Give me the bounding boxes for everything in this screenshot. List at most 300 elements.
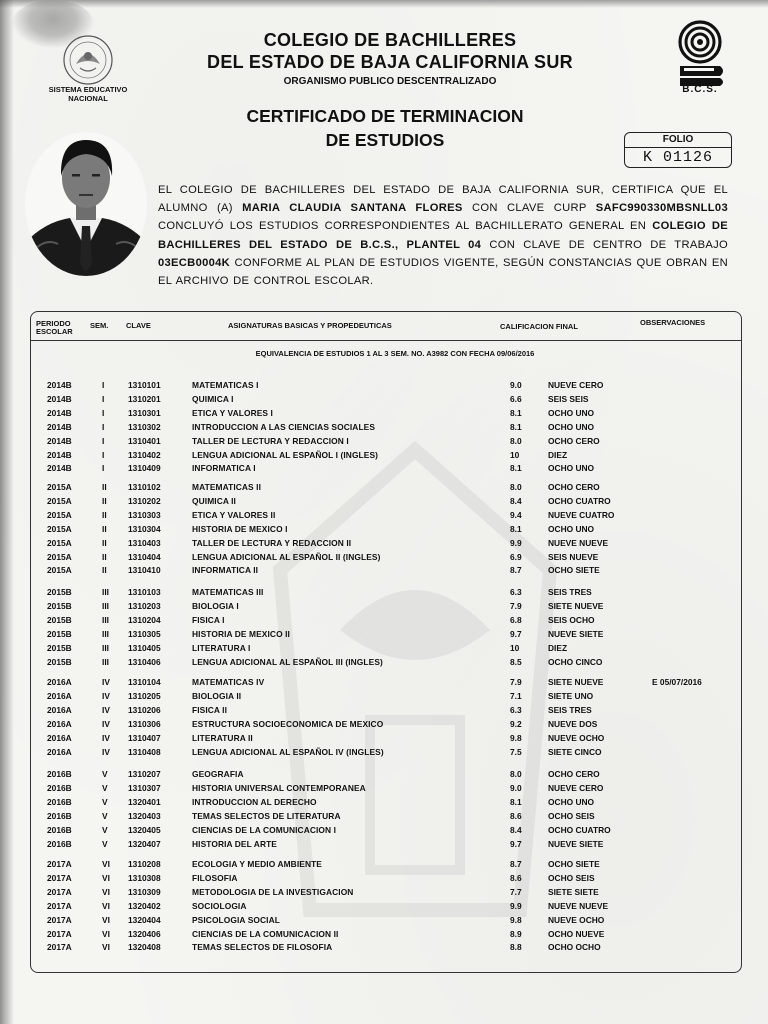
cell-periodo: 2017A	[47, 900, 72, 911]
cell-asignatura: ESTRUCTURA SOCIOECONOMICA DE MEXICO	[192, 718, 384, 729]
cell-semestre: V	[102, 810, 108, 821]
cell-semestre: VI	[102, 914, 110, 925]
table-row	[0, 719, 768, 731]
cell-clave: 1310406	[128, 656, 161, 667]
cell-calificacion: 9.8	[510, 732, 522, 743]
cell-calificacion: 8.0	[510, 769, 522, 779]
cell-clave: 1310203	[128, 600, 161, 611]
student-curp: SAFC990330MBSNLL03	[595, 202, 728, 215]
cell-periodo: 2015A	[47, 495, 72, 506]
table-row	[0, 929, 768, 941]
cell-semestre: II	[102, 537, 107, 548]
cell-asignatura: MATEMATICAS I	[192, 380, 259, 390]
cell-calificacion: 7.5	[510, 746, 522, 757]
table-row	[0, 825, 768, 837]
cell-calificacion-letra: SEIS OCHO	[548, 614, 595, 625]
cell-calificacion: 7.9	[510, 600, 522, 611]
cell-calificacion-letra: OCHO CUATRO	[548, 824, 611, 835]
cell-periodo: 2017A	[47, 942, 72, 953]
cell-periodo: 2016B	[47, 769, 72, 779]
cell-calificacion: 8.5	[510, 656, 522, 667]
cell-periodo: 2017A	[47, 872, 72, 883]
cell-periodo: 2014B	[47, 407, 72, 418]
scan-edge-top	[0, 0, 768, 8]
cell-clave: 1310206	[128, 704, 161, 715]
cell-calificacion: 8.8	[510, 942, 522, 953]
cell-calificacion: 8.6	[510, 872, 522, 883]
cell-clave: 1310102	[128, 482, 161, 492]
cell-clave: 1310407	[128, 732, 161, 743]
table-row	[0, 901, 768, 913]
cell-periodo: 2017A	[47, 914, 72, 925]
cell-semestre: VI	[102, 886, 110, 897]
cell-periodo: 2016B	[47, 824, 72, 835]
cell-clave: 1310303	[128, 509, 161, 520]
cell-calificacion-letra: NUEVE OCHO	[548, 732, 605, 743]
cell-calificacion: 8.1	[510, 796, 522, 807]
cell-calificacion-letra: OCHO CERO	[548, 769, 600, 779]
cell-periodo: 2014B	[47, 435, 72, 446]
cell-semestre: II	[102, 565, 107, 576]
cell-calificacion-letra: NUEVE CUATRO	[548, 509, 615, 520]
cell-asignatura: INFORMATICA I	[192, 463, 256, 474]
cell-calificacion: 6.3	[510, 587, 522, 597]
cell-periodo: 2014B	[47, 421, 72, 432]
cell-asignatura: TEMAS SELECTOS DE LITERATURA	[192, 810, 341, 821]
table-row	[0, 887, 768, 899]
cell-calificacion-letra: NUEVE SIETE	[548, 628, 604, 639]
cell-semestre: VI	[102, 900, 110, 911]
table-row	[0, 769, 768, 781]
equivalence-note: EQUIVALENCIA DE ESTUDIOS 1 AL 3 SEM. NO. A3982 CON FECHA 09/06/2016	[255, 349, 535, 358]
cell-calificacion: 8.1	[510, 523, 522, 534]
cell-semestre: III	[102, 600, 109, 611]
table-row	[0, 552, 768, 564]
cell-periodo: 2015A	[47, 537, 72, 548]
cell-calificacion: 6.3	[510, 704, 522, 715]
table-row	[0, 747, 768, 759]
cell-calificacion-letra: NUEVE NUEVE	[548, 537, 609, 548]
cell-clave: 1310409	[128, 463, 161, 474]
body-text-4: CON CLAVE DE CENTRO DE TRABAJO	[489, 238, 728, 251]
cell-calificacion-letra: SEIS NUEVE	[548, 551, 599, 562]
table-row	[0, 873, 768, 885]
table-row	[0, 839, 768, 851]
cell-calificacion: 8.1	[510, 421, 522, 432]
cell-clave: 1320408	[128, 942, 161, 953]
institution-type: ORGANISMO PUBLICO DESCENTRALIZADO	[283, 76, 497, 87]
cell-clave: 1310302	[128, 421, 161, 432]
col-header-calificacion: CALIFICACION FINAL	[500, 322, 578, 331]
cell-calificacion: 9.9	[510, 537, 522, 548]
table-row	[0, 436, 768, 448]
cell-clave: 1310208	[128, 859, 161, 869]
right-logo-caption: B.C.S.	[682, 84, 718, 95]
cell-periodo: 2014B	[47, 449, 72, 460]
cell-asignatura: LENGUA ADICIONAL AL ESPAÑOL III (INGLES)	[192, 656, 383, 667]
cell-periodo: 2015B	[47, 587, 72, 597]
cell-asignatura: MATEMATICAS IV	[192, 677, 265, 687]
cell-calificacion-letra: SIETE SIETE	[548, 886, 599, 897]
cell-calificacion: 9.7	[510, 838, 522, 849]
cell-periodo: 2015B	[47, 656, 72, 667]
table-row	[0, 733, 768, 745]
cell-calificacion: 9.8	[510, 914, 522, 925]
work-center-key: 03ECB0004K	[158, 256, 231, 269]
cell-periodo: 2017A	[47, 859, 72, 869]
bcs-logo-icon	[672, 18, 728, 88]
cell-calificacion: 8.1	[510, 463, 522, 474]
cell-clave: 1310204	[128, 614, 161, 625]
cell-clave: 1310402	[128, 449, 161, 460]
table-row	[0, 524, 768, 536]
table-row	[0, 394, 768, 406]
table-row	[0, 601, 768, 613]
cell-clave: 1310401	[128, 435, 161, 446]
col-header-observaciones: OBSERVACIONES	[640, 318, 706, 327]
cell-calificacion: 10	[510, 642, 520, 653]
cell-asignatura: FILOSOFIA	[192, 872, 238, 883]
cell-calificacion-letra: SIETE CINCO	[548, 746, 602, 757]
cell-semestre: II	[102, 482, 107, 492]
student-name: MARIA CLAUDIA SANTANA FLORES	[242, 202, 463, 215]
cell-calificacion-letra: OCHO UNO	[548, 796, 595, 807]
cell-periodo: 2015A	[47, 565, 72, 576]
cell-asignatura: TALLER DE LECTURA Y REDACCION II	[192, 537, 352, 548]
cell-periodo: 2016A	[47, 718, 72, 729]
cell-asignatura: HISTORIA DE MEXICO I	[192, 523, 288, 534]
table-row	[0, 657, 768, 669]
cell-semestre: II	[102, 523, 107, 534]
cell-calificacion: 8.6	[510, 810, 522, 821]
cell-calificacion-letra: OCHO SEIS	[548, 872, 595, 883]
cell-calificacion: 9.0	[510, 782, 522, 793]
cell-semestre: IV	[102, 746, 110, 757]
cell-clave: 1320402	[128, 900, 161, 911]
cell-semestre: V	[102, 782, 108, 793]
cell-calificacion: 8.4	[510, 824, 522, 835]
table-row	[0, 859, 768, 871]
cell-asignatura: INTRODUCCION AL DERECHO	[192, 796, 317, 807]
cell-periodo: 2015B	[47, 642, 72, 653]
cell-periodo: 2016B	[47, 810, 72, 821]
cell-calificacion: 8.4	[510, 495, 522, 506]
body-text-5: CONFORME AL PLAN DE ESTUDIOS VIGENTE, SEGÚN CONSTANCIAS QUE OBRAN EN EL ARCHIVO DE CONTROL ESCOLAR.	[158, 256, 728, 288]
cell-semestre: VI	[102, 928, 110, 939]
school-name: COLEGIO DE BACHILLERES DEL ESTADO DE B.C.S., PLANTEL 04	[158, 220, 728, 251]
col-header-clave: CLAVE	[126, 321, 151, 330]
cell-clave: 1320406	[128, 928, 161, 939]
cell-clave: 1310201	[128, 393, 161, 404]
cell-clave: 1310101	[128, 380, 161, 390]
cell-semestre: IV	[102, 704, 110, 715]
cell-asignatura: FISICA I	[192, 614, 225, 625]
cell-asignatura: CIENCIAS DE LA COMUNICACION I	[192, 824, 337, 835]
cell-periodo: 2014B	[47, 393, 72, 404]
cell-periodo: 2015A	[47, 523, 72, 534]
cell-calificacion: 9.4	[510, 509, 522, 520]
col-header-sem: SEM.	[90, 321, 109, 330]
cell-semestre: IV	[102, 690, 110, 701]
cell-asignatura: QUIMICA I	[192, 393, 234, 404]
table-row	[0, 677, 768, 689]
cell-semestre: II	[102, 495, 107, 506]
cell-calificacion-letra: DIEZ	[548, 449, 568, 460]
cell-semestre: VI	[102, 872, 110, 883]
cell-semestre: I	[102, 421, 105, 432]
cell-clave: 1310405	[128, 642, 161, 653]
cell-calificacion: 9.2	[510, 718, 522, 729]
cell-asignatura: QUIMICA II	[192, 495, 236, 506]
cell-asignatura: HISTORIA UNIVERSAL CONTEMPORANEA	[192, 782, 366, 793]
cell-calificacion-letra: OCHO SIETE	[548, 859, 600, 869]
certificate-title-line2: DE ESTUDIOS	[325, 130, 445, 150]
cell-semestre: I	[102, 435, 105, 446]
table-row	[0, 538, 768, 550]
cell-clave: 1310410	[128, 565, 161, 576]
cell-calificacion-letra: NUEVE OCHO	[548, 914, 605, 925]
cell-calificacion-letra: OCHO UNO	[548, 407, 595, 418]
cell-clave: 1310202	[128, 495, 161, 506]
cell-calificacion-letra: DIEZ	[548, 642, 568, 653]
table-row	[0, 482, 768, 494]
cell-asignatura: LENGUA ADICIONAL AL ESPAÑOL I (INGLES)	[192, 449, 379, 460]
cell-periodo: 2016B	[47, 796, 72, 807]
cell-asignatura: BIOLOGIA II	[192, 690, 242, 701]
table-row	[0, 450, 768, 462]
col-header-periodo: PERIODO ESCOLAR	[36, 319, 73, 336]
cell-asignatura: PSICOLOGIA SOCIAL	[192, 914, 280, 925]
cell-periodo: 2014B	[47, 380, 72, 390]
cell-clave: 1310301	[128, 407, 161, 418]
table-row	[0, 705, 768, 717]
table-row	[0, 565, 768, 577]
cell-calificacion-letra: OCHO UNO	[548, 421, 595, 432]
cell-asignatura: GEOGRAFIA	[192, 769, 244, 779]
cell-calificacion: 10	[510, 449, 520, 460]
cell-clave: 1310205	[128, 690, 161, 701]
cell-clave: 1310304	[128, 523, 161, 534]
cell-periodo: 2015B	[47, 628, 72, 639]
cell-clave: 1320403	[128, 810, 161, 821]
table-row	[0, 691, 768, 703]
cell-periodo: 2016B	[47, 838, 72, 849]
cell-periodo: 2016A	[47, 732, 72, 743]
cell-clave: 1310207	[128, 769, 161, 779]
table-row	[0, 380, 768, 392]
cell-calificacion-letra: NUEVE CERO	[548, 380, 604, 390]
cell-asignatura: MATEMATICAS III	[192, 587, 264, 597]
cell-semestre: I	[102, 407, 105, 418]
cell-semestre: II	[102, 509, 107, 520]
cell-calificacion-letra: OCHO OCHO	[548, 942, 601, 953]
cell-calificacion: 6.9	[510, 551, 522, 562]
body-text-1: EL COLEGIO DE BACHILLERES DEL ESTADO DE BAJA CALIFORNIA SUR, CERTIFICA QUE EL ALUMNO (A)	[158, 184, 728, 215]
cell-periodo: 2015A	[47, 482, 72, 492]
cell-clave: 1310309	[128, 886, 161, 897]
cell-calificacion-letra: OCHO SEIS	[548, 810, 595, 821]
cell-clave: 1320401	[128, 796, 161, 807]
cell-semestre: I	[102, 463, 105, 474]
table-row	[0, 496, 768, 508]
cell-periodo: 2015A	[47, 509, 72, 520]
table-row	[0, 643, 768, 655]
cell-clave: 1310305	[128, 628, 161, 639]
cell-calificacion: 6.6	[510, 393, 522, 404]
cell-calificacion: 8.7	[510, 565, 522, 576]
national-seal-icon	[62, 34, 114, 86]
cell-asignatura: CIENCIAS DE LA COMUNICACION II	[192, 928, 339, 939]
table-row	[0, 942, 768, 954]
cell-semestre: I	[102, 380, 105, 390]
cell-asignatura: HISTORIA DE MEXICO II	[192, 628, 290, 639]
cell-calificacion-letra: SEIS SEIS	[548, 393, 589, 404]
table-row	[0, 408, 768, 420]
table-header-divider	[30, 340, 742, 341]
table-row	[0, 629, 768, 641]
cell-calificacion: 8.0	[510, 435, 522, 446]
cell-calificacion-letra: NUEVE DOS	[548, 718, 598, 729]
cell-clave: 1310404	[128, 551, 161, 562]
cell-semestre: IV	[102, 677, 110, 687]
cell-calificacion: 8.9	[510, 928, 522, 939]
cell-calificacion-letra: NUEVE NUEVE	[548, 900, 609, 911]
cell-calificacion-letra: SIETE NUEVE	[548, 677, 604, 687]
table-row	[0, 797, 768, 809]
left-logo-caption: SISTEMA EDUCATIVO NACIONAL	[48, 85, 128, 103]
cell-calificacion-letra: OCHO CERO	[548, 435, 600, 446]
cell-calificacion: 9.9	[510, 900, 522, 911]
cell-semestre: V	[102, 769, 108, 779]
body-text-2: CON CLAVE CURP	[471, 202, 587, 215]
cell-periodo: 2017A	[47, 886, 72, 897]
cell-periodo: 2016A	[47, 704, 72, 715]
cell-asignatura: INFORMATICA II	[192, 565, 259, 576]
cell-semestre: VI	[102, 859, 110, 869]
cell-semestre: IV	[102, 732, 110, 743]
institution-state: DEL ESTADO DE BAJA CALIFORNIA SUR	[207, 52, 573, 72]
table-row	[0, 463, 768, 475]
cell-asignatura: HISTORIA DEL ARTE	[192, 838, 277, 849]
table-row	[0, 783, 768, 795]
cell-clave: 1310408	[128, 746, 161, 757]
body-text-3: CONCLUYÓ LOS ESTUDIOS CORRESPONDIENTES AL BACHILLERATO GENERAL EN	[158, 220, 647, 233]
cell-asignatura: ETICA Y VALORES II	[192, 509, 276, 520]
cell-asignatura: SOCIOLOGIA	[192, 900, 247, 911]
cell-periodo: 2016A	[47, 746, 72, 757]
cell-calificacion: 7.7	[510, 886, 522, 897]
cell-calificacion: 6.8	[510, 614, 522, 625]
cell-asignatura: LITERATURA I	[192, 642, 251, 653]
table-row	[0, 811, 768, 823]
certification-paragraph	[158, 181, 728, 290]
cell-clave: 1310307	[128, 782, 161, 793]
cell-periodo: 2014B	[47, 463, 72, 474]
cell-clave: 1310104	[128, 677, 161, 687]
cell-calificacion-letra: SIETE NUEVE	[548, 600, 604, 611]
cell-calificacion: 9.7	[510, 628, 522, 639]
cell-calificacion: 8.7	[510, 859, 522, 869]
folio-number: K 01126	[624, 147, 732, 168]
cell-periodo: 2017A	[47, 928, 72, 939]
cell-calificacion: 7.9	[510, 677, 522, 687]
cell-asignatura: ETICA Y VALORES I	[192, 407, 273, 418]
institution-name: COLEGIO DE BACHILLERES	[263, 30, 517, 50]
certificate-title: CERTIFICADO DE TERMINACION	[246, 106, 524, 126]
cell-asignatura: METODOLOGIA DE LA INVESTIGACION	[192, 886, 354, 897]
folio-box	[624, 132, 732, 170]
cell-calificacion-letra: OCHO UNO	[548, 523, 595, 534]
cell-calificacion-letra: OCHO NUEVE	[548, 928, 605, 939]
cell-clave: 1310103	[128, 587, 161, 597]
cell-asignatura: MATEMATICAS II	[192, 482, 262, 492]
cell-calificacion-letra: NUEVE CERO	[548, 782, 604, 793]
cell-calificacion-letra: OCHO UNO	[548, 463, 595, 474]
cell-calificacion: 8.0	[510, 482, 522, 492]
cell-clave: 1320404	[128, 914, 161, 925]
cell-semestre: I	[102, 393, 105, 404]
cell-asignatura: BIOLOGIA I	[192, 600, 239, 611]
cell-semestre: III	[102, 642, 109, 653]
cell-calificacion: 8.1	[510, 407, 522, 418]
cell-semestre: III	[102, 656, 109, 667]
cell-semestre: V	[102, 838, 108, 849]
cell-semestre: IV	[102, 718, 110, 729]
cell-asignatura: TALLER DE LECTURA Y REDACCION I	[192, 435, 349, 446]
table-row	[0, 915, 768, 927]
cell-calificacion: 7.1	[510, 690, 522, 701]
cell-periodo: 2015B	[47, 600, 72, 611]
cell-periodo: 2015B	[47, 614, 72, 625]
table-row	[0, 615, 768, 627]
col-header-asignaturas: ASIGNATURAS BASICAS Y PROPEDEUTICAS	[228, 321, 392, 330]
folio-label: FOLIO	[624, 132, 732, 148]
cell-calificacion-letra: SIETE UNO	[548, 690, 594, 701]
cell-calificacion-letra: SEIS TRES	[548, 704, 592, 715]
cell-asignatura: LENGUA ADICIONAL AL ESPAÑOL IV (INGLES)	[192, 746, 384, 757]
cell-asignatura: TEMAS SELECTOS DE FILOSOFIA	[192, 942, 333, 953]
cell-asignatura: LENGUA ADICIONAL AL ESPAÑOL II (INGLES)	[192, 551, 381, 562]
cell-asignatura: FISICA II	[192, 704, 228, 715]
cell-calificacion-letra: OCHO CUATRO	[548, 495, 611, 506]
cell-asignatura: ECOLOGIA Y MEDIO AMBIENTE	[192, 859, 322, 869]
cell-observaciones: E 05/07/2016	[652, 677, 702, 687]
cell-periodo: 2016A	[47, 690, 72, 701]
cell-semestre: II	[102, 551, 107, 562]
student-photo	[24, 126, 148, 276]
cell-calificacion-letra: NUEVE SIETE	[548, 838, 604, 849]
cell-semestre: I	[102, 449, 105, 460]
cell-calificacion: 9.0	[510, 380, 522, 390]
cell-semestre: VI	[102, 942, 110, 953]
cell-periodo: 2015A	[47, 551, 72, 562]
cell-clave: 1320407	[128, 838, 161, 849]
cell-periodo: 2016A	[47, 677, 72, 687]
cell-asignatura: INTRODUCCION A LAS CIENCIAS SOCIALES	[192, 421, 376, 432]
table-row	[0, 587, 768, 599]
cell-clave: 1310403	[128, 537, 161, 548]
cell-semestre: III	[102, 614, 109, 625]
cell-periodo: 2016B	[47, 782, 72, 793]
cell-asignatura: LITERATURA II	[192, 732, 253, 743]
cell-calificacion-letra: OCHO CINCO	[548, 656, 603, 667]
cell-calificacion-letra: OCHO CERO	[548, 482, 600, 492]
cell-semestre: V	[102, 824, 108, 835]
table-row	[0, 422, 768, 434]
cell-calificacion-letra: OCHO SIETE	[548, 565, 600, 576]
cell-clave: 1310308	[128, 872, 161, 883]
cell-semestre: III	[102, 628, 109, 639]
